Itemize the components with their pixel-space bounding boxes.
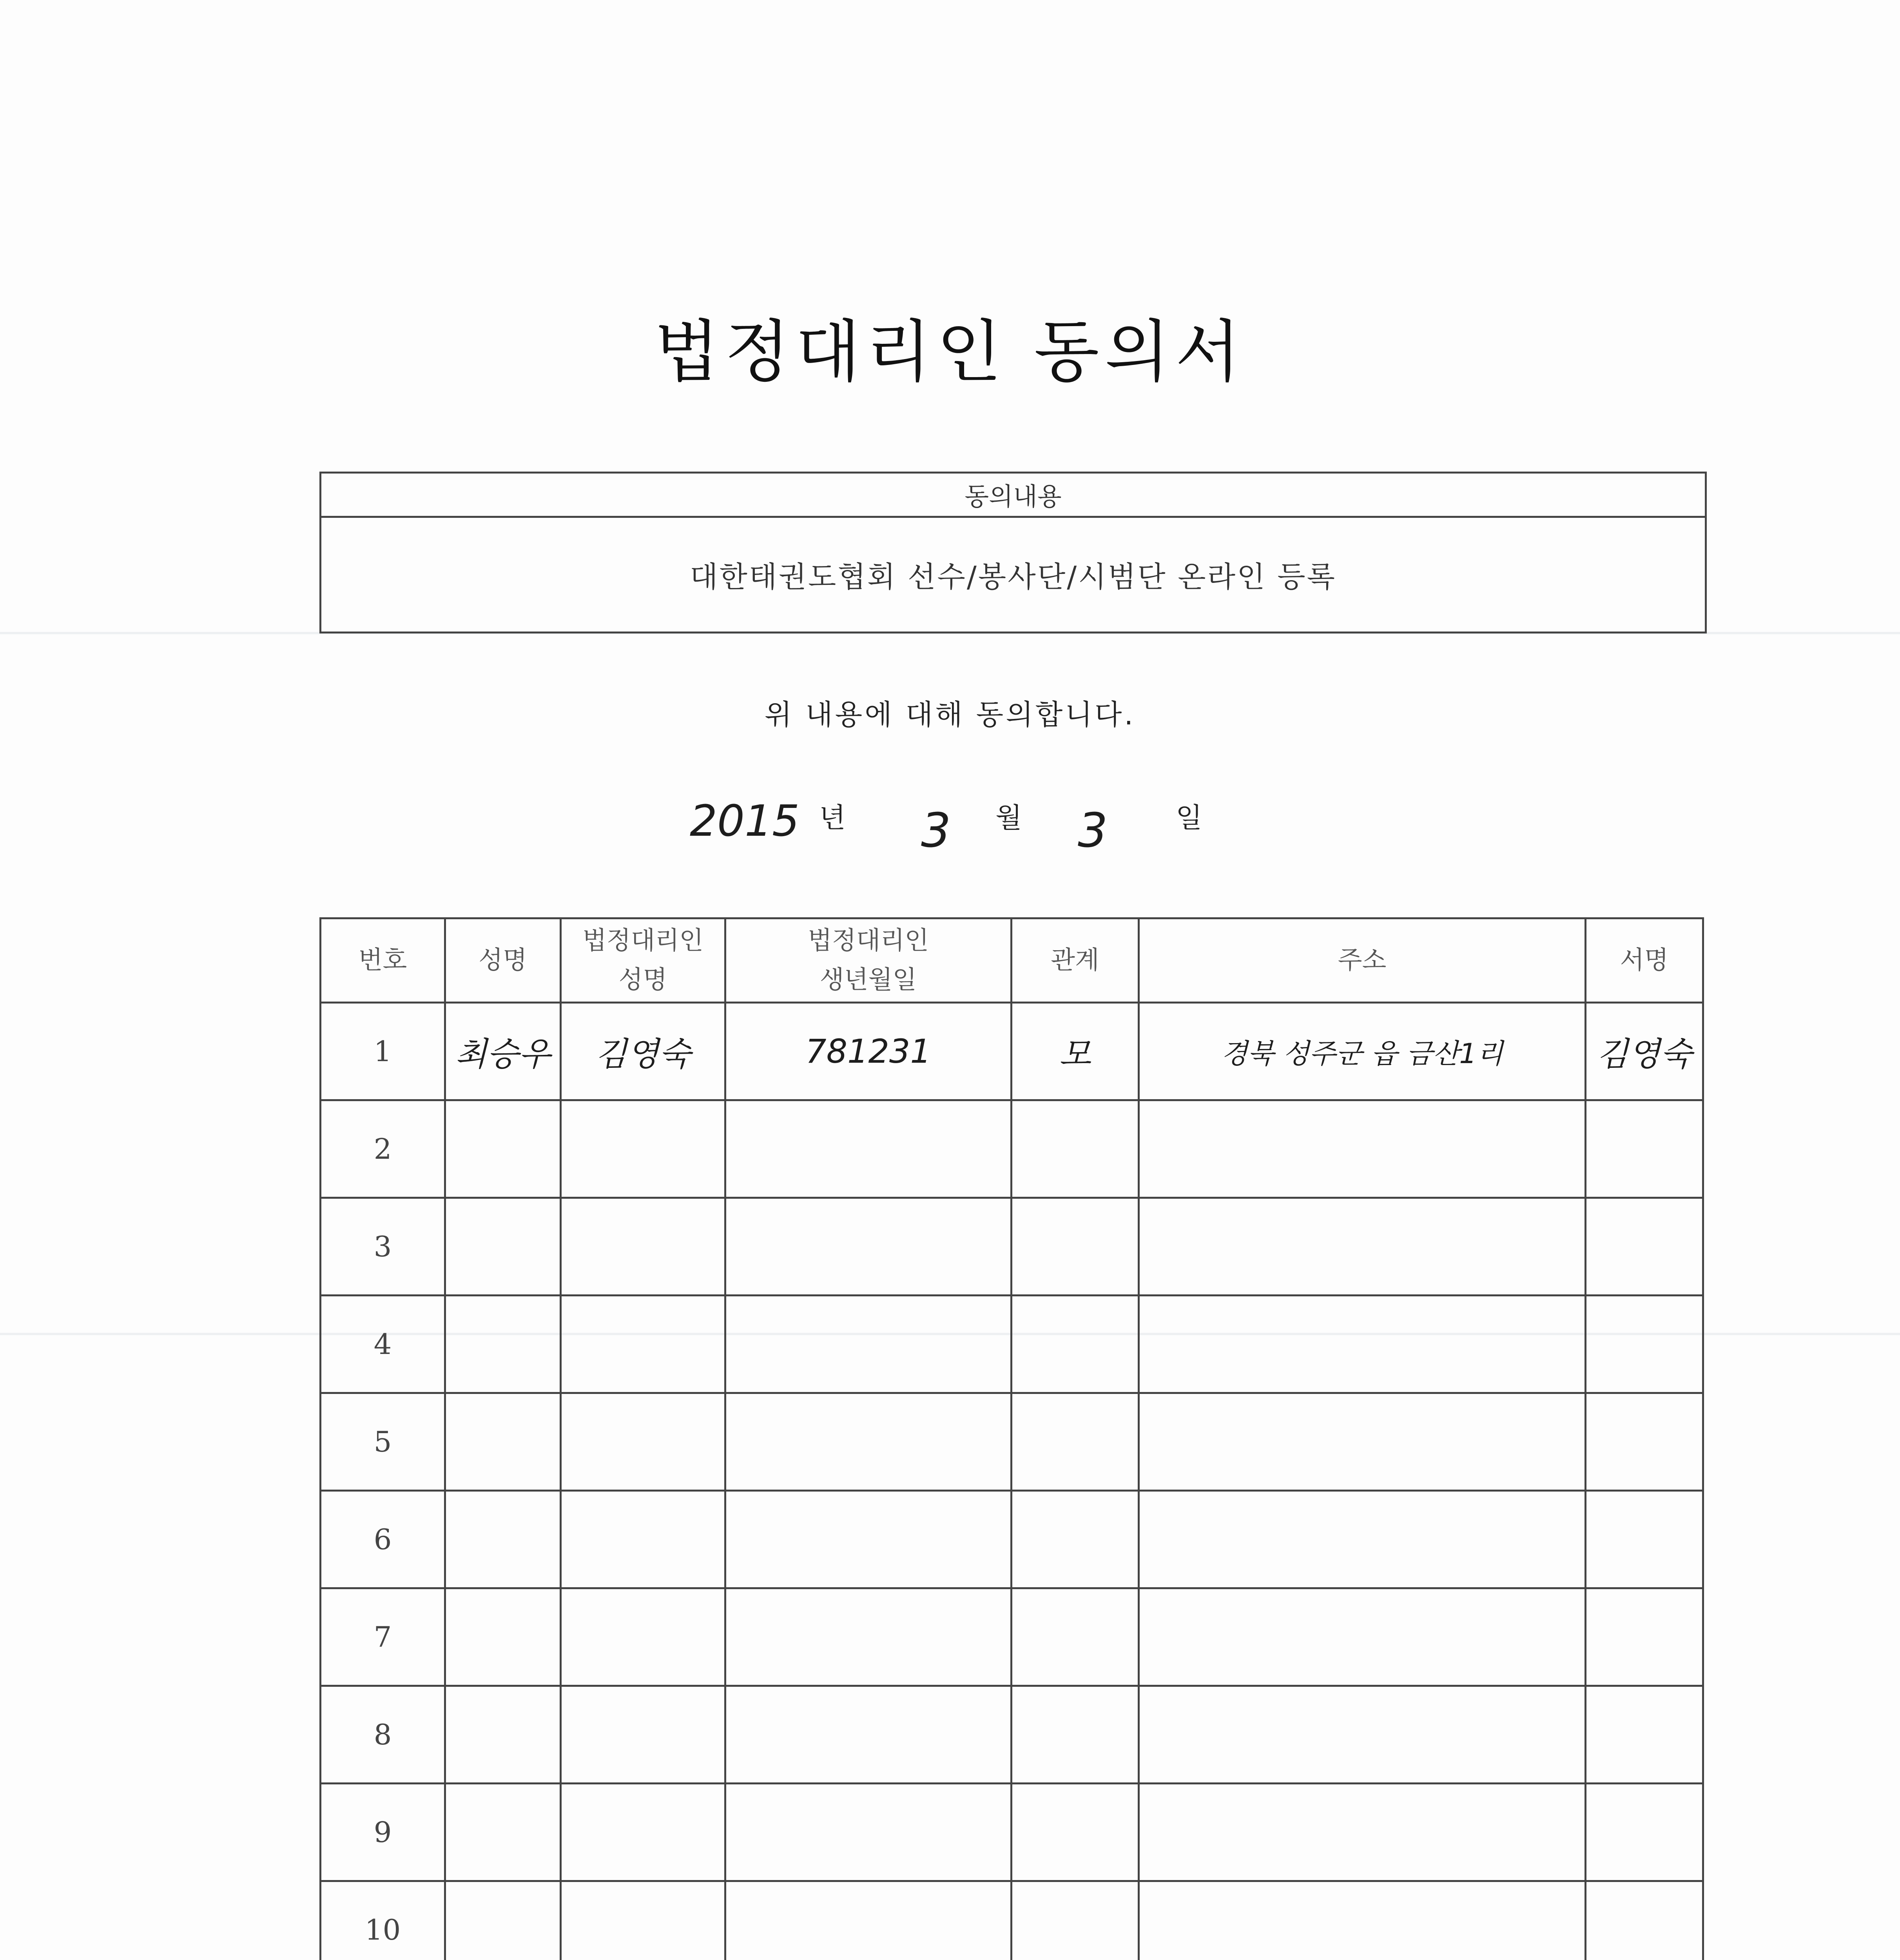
table-header-row bbox=[321, 918, 1703, 1003]
header-guardian-birth bbox=[725, 918, 1012, 1003]
address-cell bbox=[1139, 1393, 1586, 1491]
guardian-birthdate-cell bbox=[725, 1881, 1012, 1960]
address-cell bbox=[1139, 1198, 1586, 1296]
table-row bbox=[321, 1393, 1703, 1491]
address-cell bbox=[1139, 1100, 1586, 1198]
guardian-name-cell: 김영숙 bbox=[561, 1003, 725, 1100]
guardian-name-cell bbox=[561, 1686, 725, 1784]
signature-cell bbox=[1586, 1784, 1703, 1881]
signature-cell: 김영숙 bbox=[1586, 1003, 1703, 1100]
guardian-birthdate-cell bbox=[725, 1686, 1012, 1784]
row-number-cell: 9 bbox=[321, 1784, 445, 1881]
relation-cell: 모 bbox=[1012, 1003, 1139, 1100]
address-cell: 경북 성주군 읍 금산1리 bbox=[1139, 1003, 1586, 1100]
header-number: 번호 bbox=[321, 918, 445, 1003]
row-number-cell: 6 bbox=[321, 1491, 445, 1588]
table-row bbox=[321, 1198, 1703, 1296]
row-number-cell: 8 bbox=[321, 1686, 445, 1784]
signature-cell bbox=[1586, 1588, 1703, 1686]
guardian-name-cell bbox=[561, 1296, 725, 1393]
table-row bbox=[321, 1686, 1703, 1784]
guardian-name-cell bbox=[561, 1100, 725, 1198]
relation-cell bbox=[1012, 1100, 1139, 1198]
header-signature: 서명 bbox=[1586, 918, 1703, 1003]
table-row bbox=[321, 1784, 1703, 1881]
consent-box bbox=[319, 472, 1707, 633]
table-row bbox=[321, 1100, 1703, 1198]
signature-cell bbox=[1586, 1198, 1703, 1296]
header-address: 주소 bbox=[1139, 918, 1586, 1003]
relation-cell bbox=[1012, 1588, 1139, 1686]
address-cell bbox=[1139, 1686, 1586, 1784]
signature-cell bbox=[1586, 1393, 1703, 1491]
header-name: 성명 bbox=[445, 918, 561, 1003]
consent-header: 동의내용 bbox=[321, 474, 1705, 518]
row-number-cell: 7 bbox=[321, 1588, 445, 1686]
address-cell bbox=[1139, 1881, 1586, 1960]
guardian-name-cell bbox=[561, 1784, 725, 1881]
guardian-birthdate-cell bbox=[725, 1198, 1012, 1296]
guardian-birthdate-cell bbox=[725, 1588, 1012, 1686]
relation-cell bbox=[1012, 1296, 1139, 1393]
table-row bbox=[321, 1588, 1703, 1686]
address-cell bbox=[1139, 1588, 1586, 1686]
address-cell bbox=[1139, 1784, 1586, 1881]
header-guardian-birth-line1: 법정대리인 bbox=[807, 926, 929, 955]
date-day: 3 bbox=[1078, 804, 1108, 858]
student-name-cell bbox=[445, 1100, 561, 1198]
consent-body: 대한태권도협회 선수/봉사단/시범단 온라인 등록 bbox=[689, 560, 1337, 594]
relation-cell bbox=[1012, 1198, 1139, 1296]
row-number-cell: 2 bbox=[321, 1100, 445, 1198]
date-year-label: 년 bbox=[819, 802, 846, 834]
student-name-cell bbox=[445, 1393, 561, 1491]
signature-cell bbox=[1586, 1686, 1703, 1784]
signature-cell bbox=[1586, 1881, 1703, 1960]
address-cell bbox=[1139, 1296, 1586, 1393]
guardian-name-cell bbox=[561, 1881, 725, 1960]
guardian-birthdate-cell bbox=[725, 1100, 1012, 1198]
guardian-birthdate-cell bbox=[725, 1491, 1012, 1588]
relation-cell bbox=[1012, 1784, 1139, 1881]
student-name-cell bbox=[445, 1686, 561, 1784]
student-name-cell bbox=[445, 1881, 561, 1960]
student-name-cell bbox=[445, 1588, 561, 1686]
guardian-birthdate-cell bbox=[725, 1784, 1012, 1881]
student-name-cell: 최승우 bbox=[445, 1003, 561, 1100]
table-body bbox=[321, 1003, 1703, 1960]
date-day-label: 일 bbox=[1176, 802, 1202, 834]
header-relation: 관계 bbox=[1012, 918, 1139, 1003]
header-guardian-birth-line2: 생년월일 bbox=[819, 965, 917, 995]
guardian-birthdate-cell: 781231 bbox=[725, 1003, 1012, 1100]
student-name-cell bbox=[445, 1198, 561, 1296]
row-number-cell: 1 bbox=[321, 1003, 445, 1100]
guardian-roster-table bbox=[319, 917, 1704, 1960]
header-guardian-name-line1: 법정대리인 bbox=[582, 926, 704, 955]
student-name-cell bbox=[445, 1784, 561, 1881]
table-row bbox=[321, 1296, 1703, 1393]
table-row bbox=[321, 1003, 1703, 1100]
signature-cell bbox=[1586, 1296, 1703, 1393]
header-guardian-name-line2: 성명 bbox=[618, 965, 667, 995]
relation-cell bbox=[1012, 1491, 1139, 1588]
row-number-cell: 4 bbox=[321, 1296, 445, 1393]
guardian-name-cell bbox=[561, 1588, 725, 1686]
table-row bbox=[321, 1881, 1703, 1960]
student-name-cell bbox=[445, 1296, 561, 1393]
date-month-label: 월 bbox=[995, 802, 1022, 834]
guardian-name-cell bbox=[561, 1198, 725, 1296]
guardian-name-cell bbox=[561, 1393, 725, 1491]
guardian-birthdate-cell bbox=[725, 1393, 1012, 1491]
guardian-birthdate-cell bbox=[725, 1296, 1012, 1393]
signature-cell bbox=[1586, 1491, 1703, 1588]
document-title: 법정대리인 동의서 bbox=[654, 312, 1246, 391]
guardian-name-cell bbox=[561, 1491, 725, 1588]
relation-cell bbox=[1012, 1881, 1139, 1960]
table-row bbox=[321, 1491, 1703, 1588]
relation-cell bbox=[1012, 1393, 1139, 1491]
date-year: 2015 bbox=[690, 796, 800, 846]
header-guardian-name bbox=[561, 918, 725, 1003]
student-name-cell bbox=[445, 1491, 561, 1588]
signature-cell bbox=[1586, 1100, 1703, 1198]
row-number-cell: 3 bbox=[321, 1198, 445, 1296]
relation-cell bbox=[1012, 1686, 1139, 1784]
agreement-text: 위 내용에 대해 동의합니다. bbox=[764, 698, 1136, 731]
row-number-cell: 5 bbox=[321, 1393, 445, 1491]
address-cell bbox=[1139, 1491, 1586, 1588]
date-month: 3 bbox=[921, 804, 951, 858]
row-number-cell: 10 bbox=[321, 1881, 445, 1960]
